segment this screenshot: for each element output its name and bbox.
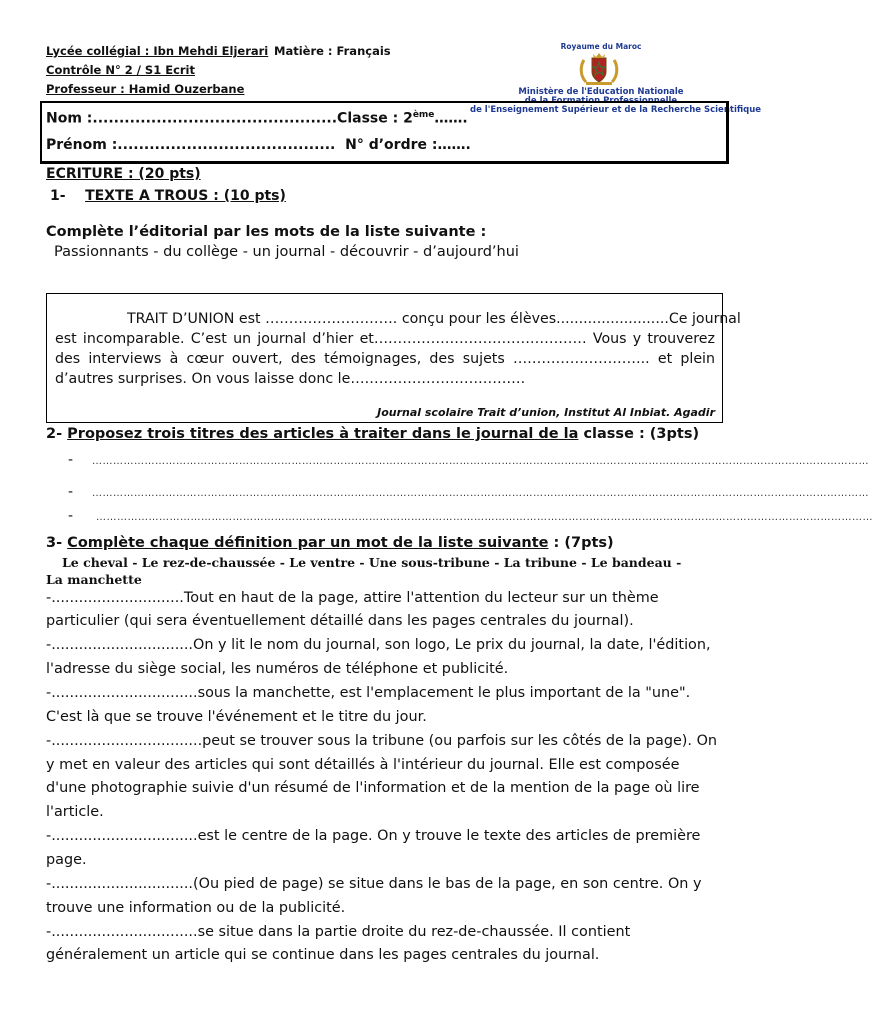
- editorial-box: [46, 293, 741, 423]
- definition-line: particulier (qui sera éventuellement détaillé dans les pages centrales du journal).: [46, 613, 634, 629]
- q1-number: 1-: [50, 188, 66, 204]
- subject-label: Matière : Français: [274, 44, 391, 58]
- kingdom-label: Royaume du Maroc: [560, 42, 642, 51]
- q3-word-list-line-2: La manchette: [46, 572, 142, 587]
- ministry-line-3: de l'Enseignement Supérieur et de la Recherche Scientifique: [470, 105, 762, 115]
- name-label: Nom :..............................................: [46, 110, 338, 127]
- school-name: Lycée collégial : Ibn Mehdi Eljerari: [46, 44, 269, 58]
- q2-number: 2-: [46, 426, 63, 442]
- firstname-field[interactable]: [46, 137, 471, 153]
- ministry-line-1: Ministère de l'Education Nationale: [518, 87, 684, 97]
- definition-line: page.: [46, 852, 87, 868]
- definition-line: -.............................Tout en haut de la page, attire l'attention du lecteur sur un thème: [46, 590, 659, 606]
- definition-line: -.................................peut se trouver sous la tribune (ou parfois sur les côtés de la page). On: [46, 733, 718, 749]
- q2-heading: [46, 426, 699, 442]
- q2-answer-line-1[interactable]: ……………………………………………………………………………………………………………………………………………………………………………………………………: [92, 456, 869, 467]
- exam-label: Contrôle N° 2 / S1 Ecrit: [46, 63, 196, 77]
- section-title: ECRITURE : (20 pts): [46, 166, 201, 182]
- definition-line: -...............................On y lit le nom du journal, son logo, Le prix du journal, la date, l'édition,: [46, 637, 711, 653]
- definition-line: trouve une information ou de la publicité.: [46, 900, 346, 916]
- q1-heading: [50, 188, 286, 204]
- q2-answer-line-3[interactable]: ……………………………………………………………………………………………………………………………………………………………………………………………………: [96, 512, 873, 523]
- editorial-line-2: est incomparable. C’est un journal d’hier et……………………………………… Vous y trouverez: [55, 331, 715, 347]
- class-label: Classe : 2: [337, 110, 413, 127]
- q2-answer-line-2[interactable]: ……………………………………………………………………………………………………………………………………………………………………………………………………: [92, 488, 869, 499]
- teacher-label: Professeur : Hamid Ouzerbane: [46, 82, 245, 96]
- q3-heading: [46, 535, 614, 551]
- definition-line: l'adresse du siège social, les numéros de téléphone et publicité.: [46, 661, 509, 677]
- definition-line: -...............................(Ou pied de page) se situe dans le bas de la page, en son centre. On y: [46, 876, 702, 892]
- firstname-label: Prénom :.........................................: [46, 137, 336, 153]
- q1-instruction: Complète l’éditorial par les mots de la liste suivante :: [46, 224, 487, 240]
- editorial-source: Journal scolaire Trait d’union, Institut Al Inbiat. Agadir: [377, 406, 715, 419]
- definition-line: -................................sous la manchette, est l'emplacement le plus important de la "une".: [46, 685, 691, 701]
- definition-line: -................................se situe dans la partie droite du rez-de-chaussée. Il contient: [46, 924, 631, 940]
- definition-line: d'une photographie suivie d'un résumé de l'information et de la mention de la page où lire: [46, 780, 700, 796]
- editorial-line-4: d’autres surprises. On vous laisse donc le……………………………….: [55, 371, 526, 387]
- q3-points: : (7pts): [548, 535, 614, 551]
- definition-line: généralement un article qui se continue dans les pages centrales du journal.: [46, 947, 600, 963]
- definition-line: y met en valeur des articles qui sont détaillés à l'intérieur du journal. Elle est composée: [46, 757, 680, 773]
- class-dots: …….: [434, 110, 468, 127]
- name-field[interactable]: [46, 110, 468, 127]
- q1-word-list: Passionnants - du collège - un journal - découvrir - d’aujourd’hui: [54, 244, 519, 260]
- q3-word-list-line-1: Le cheval - Le rez-de-chaussée - Le ventre - Une sous-tribune - La tribune - Le bandeau -: [62, 555, 682, 570]
- editorial-line-1: TRAIT D’UNION est ………………………. conçu pour les élèves.........................Ce journal: [127, 311, 741, 327]
- order-label: N° d’ordre :…….: [345, 137, 471, 153]
- q3-title: Complète chaque définition par un mot de la liste suivante: [67, 535, 549, 551]
- definition-line: C'est là que se trouve l'événement et le titre du jour.: [46, 709, 427, 725]
- q2-dash-3: -: [68, 508, 74, 524]
- moroccan-emblem-icon: [574, 52, 624, 86]
- editorial-line-3: des interviews à cœur ouvert, des témoignages, des sujets ……………………….. et plein: [55, 351, 715, 367]
- q2-title: Proposez trois titres des articles à traiter dans le journal de la: [67, 426, 579, 442]
- q3-number: 3-: [46, 535, 63, 551]
- definition-line: -................................est le centre de la page. On y trouve le texte des articles de première: [46, 828, 701, 844]
- q2-dash-1: -: [68, 452, 74, 468]
- class-superscript: ème: [412, 110, 435, 120]
- q2-dash-2: -: [68, 484, 74, 500]
- definition-line: l'article.: [46, 804, 104, 820]
- q2-points: classe : (3pts): [578, 426, 700, 442]
- q1-title: TEXTE A TROUS : (10 pts): [85, 188, 286, 204]
- ministry-line-2: de la Formation Professionnelle: [524, 96, 678, 106]
